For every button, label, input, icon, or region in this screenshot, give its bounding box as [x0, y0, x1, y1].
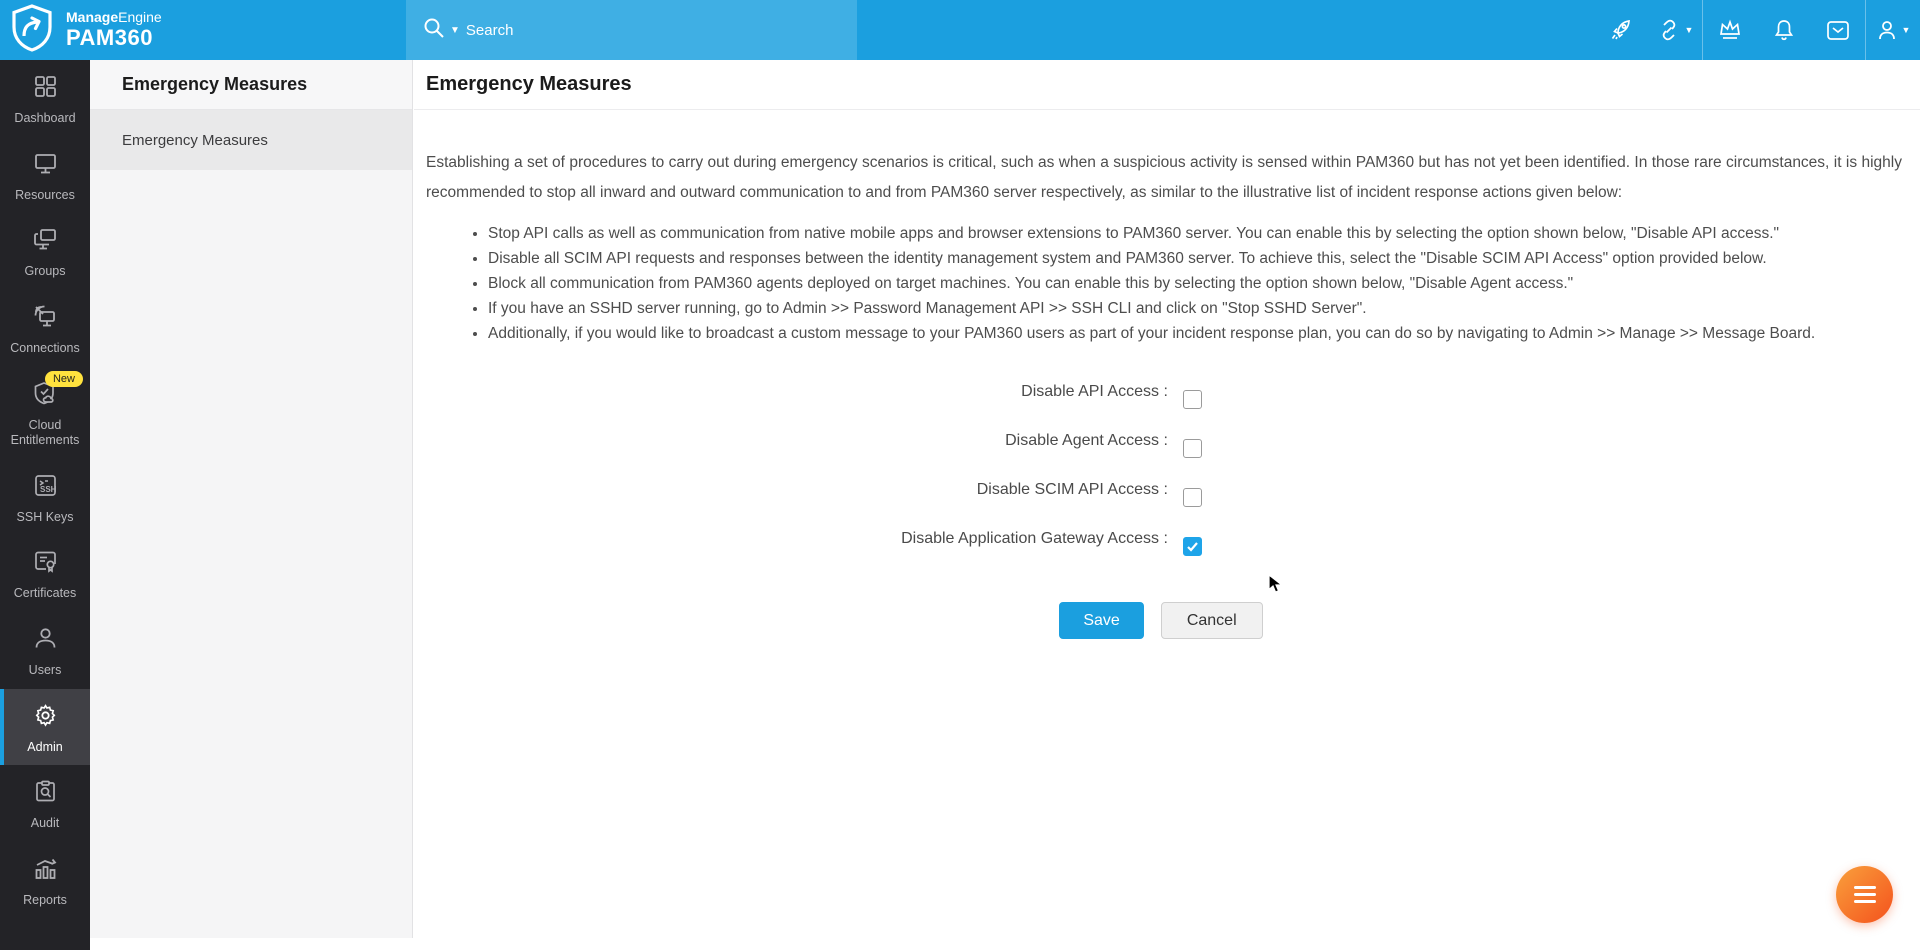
- search-scope-caret-icon[interactable]: ▼: [450, 24, 460, 36]
- sidebar-item-certificates[interactable]: [0, 535, 90, 612]
- main-content: [414, 60, 1920, 950]
- bell-notifications-icon[interactable]: [1757, 0, 1811, 60]
- sidebar-item-label: Reports: [23, 892, 67, 907]
- sidebar-item-label: Audit: [30, 816, 60, 831]
- reports-icon: [32, 855, 59, 887]
- brand-logo[interactable]: [0, 4, 406, 57]
- rocket-icon[interactable]: [1594, 0, 1648, 60]
- users-icon: [32, 625, 59, 657]
- search-icon[interactable]: [422, 16, 446, 45]
- sidebar-item-audit[interactable]: [0, 765, 90, 842]
- list-item: • If you have an SSHD server running, go to Admin >> Password Management API >> SSH CLI and click on "Stop SSHD Server".: [488, 296, 1902, 321]
- disable-application-gateway-access-checkbox[interactable]: [1183, 537, 1202, 556]
- form-actions: [426, 602, 1902, 639]
- secondary-panel-title: Emergency Measures: [90, 60, 412, 110]
- field-label: Disable Agent Access: [1005, 432, 1159, 449]
- resources-icon: [32, 150, 59, 182]
- save-button[interactable]: Save: [1059, 602, 1143, 639]
- mail-icon[interactable]: [1811, 0, 1865, 60]
- connections-icon: [32, 303, 59, 335]
- list-item: • Disable all SCIM API requests and responses between the identity management system and PAM360 server. To achieve this, select the "Disable SCIM API Access" option provided below.: [488, 246, 1902, 271]
- panel-bottom-strip: [90, 938, 414, 950]
- brand-text: ManageEngine PAM360: [66, 9, 162, 51]
- page-title: Emergency Measures: [414, 60, 1920, 110]
- sidebar-item-dashboard[interactable]: [0, 60, 90, 137]
- floating-menu-button[interactable]: [1836, 866, 1893, 923]
- user-account-icon[interactable]: [1866, 0, 1920, 60]
- main-sidebar: [0, 60, 90, 950]
- search-input[interactable]: [466, 22, 786, 39]
- field-label: Disable Application Gateway Access: [901, 530, 1159, 547]
- hamburger-menu-icon: [1854, 886, 1876, 889]
- topbar-actions: [1594, 0, 1920, 60]
- certificates-icon: [32, 548, 59, 580]
- secondary-panel: [90, 60, 413, 938]
- list-item: • Block all communication from PAM360 agents deployed on target machines. You can enable this by selecting the option shown below, "Disable Agent access.": [488, 271, 1902, 296]
- top-bar: [0, 0, 1920, 60]
- sidebar-item-users[interactable]: [0, 612, 90, 689]
- sidebar-item-label: Dashboard: [14, 111, 76, 125]
- label-separator: :: [1159, 432, 1173, 449]
- sidebar-item-cloud-entitlements[interactable]: [0, 367, 90, 459]
- field-label: Disable API Access: [1021, 383, 1159, 400]
- sidebar-item-label: Admin: [27, 739, 63, 754]
- disable-api-access-checkbox[interactable]: [1183, 390, 1202, 409]
- crown-license-icon[interactable]: [1703, 0, 1757, 60]
- label-separator: :: [1159, 530, 1173, 547]
- link-caret-icon: ▼: [1684, 25, 1694, 35]
- sidebar-item-label: Cloud Entitlements: [10, 417, 80, 448]
- sidebar-item-admin[interactable]: [0, 689, 90, 766]
- global-search[interactable]: [406, 0, 857, 60]
- dashboard-icon: [32, 73, 59, 105]
- new-badge: New: [45, 371, 83, 387]
- sidebar-item-label: Certificates: [13, 586, 77, 601]
- sidebar-item-label: Users: [28, 663, 62, 677]
- label-separator: :: [1159, 383, 1173, 400]
- field-label: Disable SCIM API Access: [976, 481, 1159, 498]
- form-row-disable-application-gateway-access: [426, 527, 1902, 576]
- sidebar-item-ssh-keys[interactable]: [0, 459, 90, 536]
- intro-paragraph: Establishing a set of procedures to carry out during emergency scenarios is critical, such as when a suspicious activity is sensed within PAM360 but has not yet been identified. In those rare circumstances, it is highly recommended to stop all inward and outward communication to and from PAM360 server respectively, as similar to the illustrative list of incident response actions given below:: [426, 154, 1902, 201]
- form-row-disable-agent-access: [426, 429, 1902, 478]
- form-row-disable-api-access: [426, 380, 1902, 429]
- link-accounts-icon[interactable]: [1648, 0, 1702, 60]
- emergency-measures-form: [426, 380, 1902, 639]
- sidebar-item-resources[interactable]: [0, 137, 90, 214]
- disable-scim-api-access-checkbox[interactable]: [1183, 488, 1202, 507]
- sidebar-item-label: SSH Keys: [16, 509, 74, 524]
- sidebar-item-reports[interactable]: [0, 842, 90, 919]
- list-item: • Additionally, if you would like to broadcast a custom message to your PAM360 users as part of your incident response plan, you can do so by navigating to Admin >> Manage >> Message Board.: [488, 321, 1902, 346]
- subpanel-item-emergency-measures[interactable]: Emergency Measures: [90, 110, 412, 170]
- cancel-button[interactable]: Cancel: [1161, 602, 1263, 639]
- sidebar-item-label: Resources: [15, 187, 75, 202]
- svg-text:SSH: SSH: [39, 484, 56, 494]
- form-row-disable-scim-api-access: [426, 478, 1902, 527]
- list-item: • Stop API calls as well as communication from native mobile apps and browser extensions to PAM360 server. You can enable this by selecting the option shown below, "Disable API access.": [488, 221, 1902, 246]
- sidebar-item-groups[interactable]: [0, 213, 90, 290]
- audit-icon: [32, 778, 59, 810]
- sidebar-item-connections[interactable]: [0, 290, 90, 367]
- sidebar-item-label: Groups: [24, 264, 66, 279]
- label-separator: :: [1159, 481, 1173, 498]
- groups-icon: [32, 226, 59, 258]
- sidebar-item-label: Connections: [10, 340, 80, 355]
- disable-agent-access-checkbox[interactable]: [1183, 439, 1202, 458]
- incident-response-list: [426, 221, 1902, 346]
- admin-gear-icon: [32, 702, 59, 734]
- user-caret-icon: ▼: [1901, 25, 1911, 35]
- pam360-shield-logo-icon: [10, 4, 54, 57]
- ssh-keys-icon: [32, 472, 59, 504]
